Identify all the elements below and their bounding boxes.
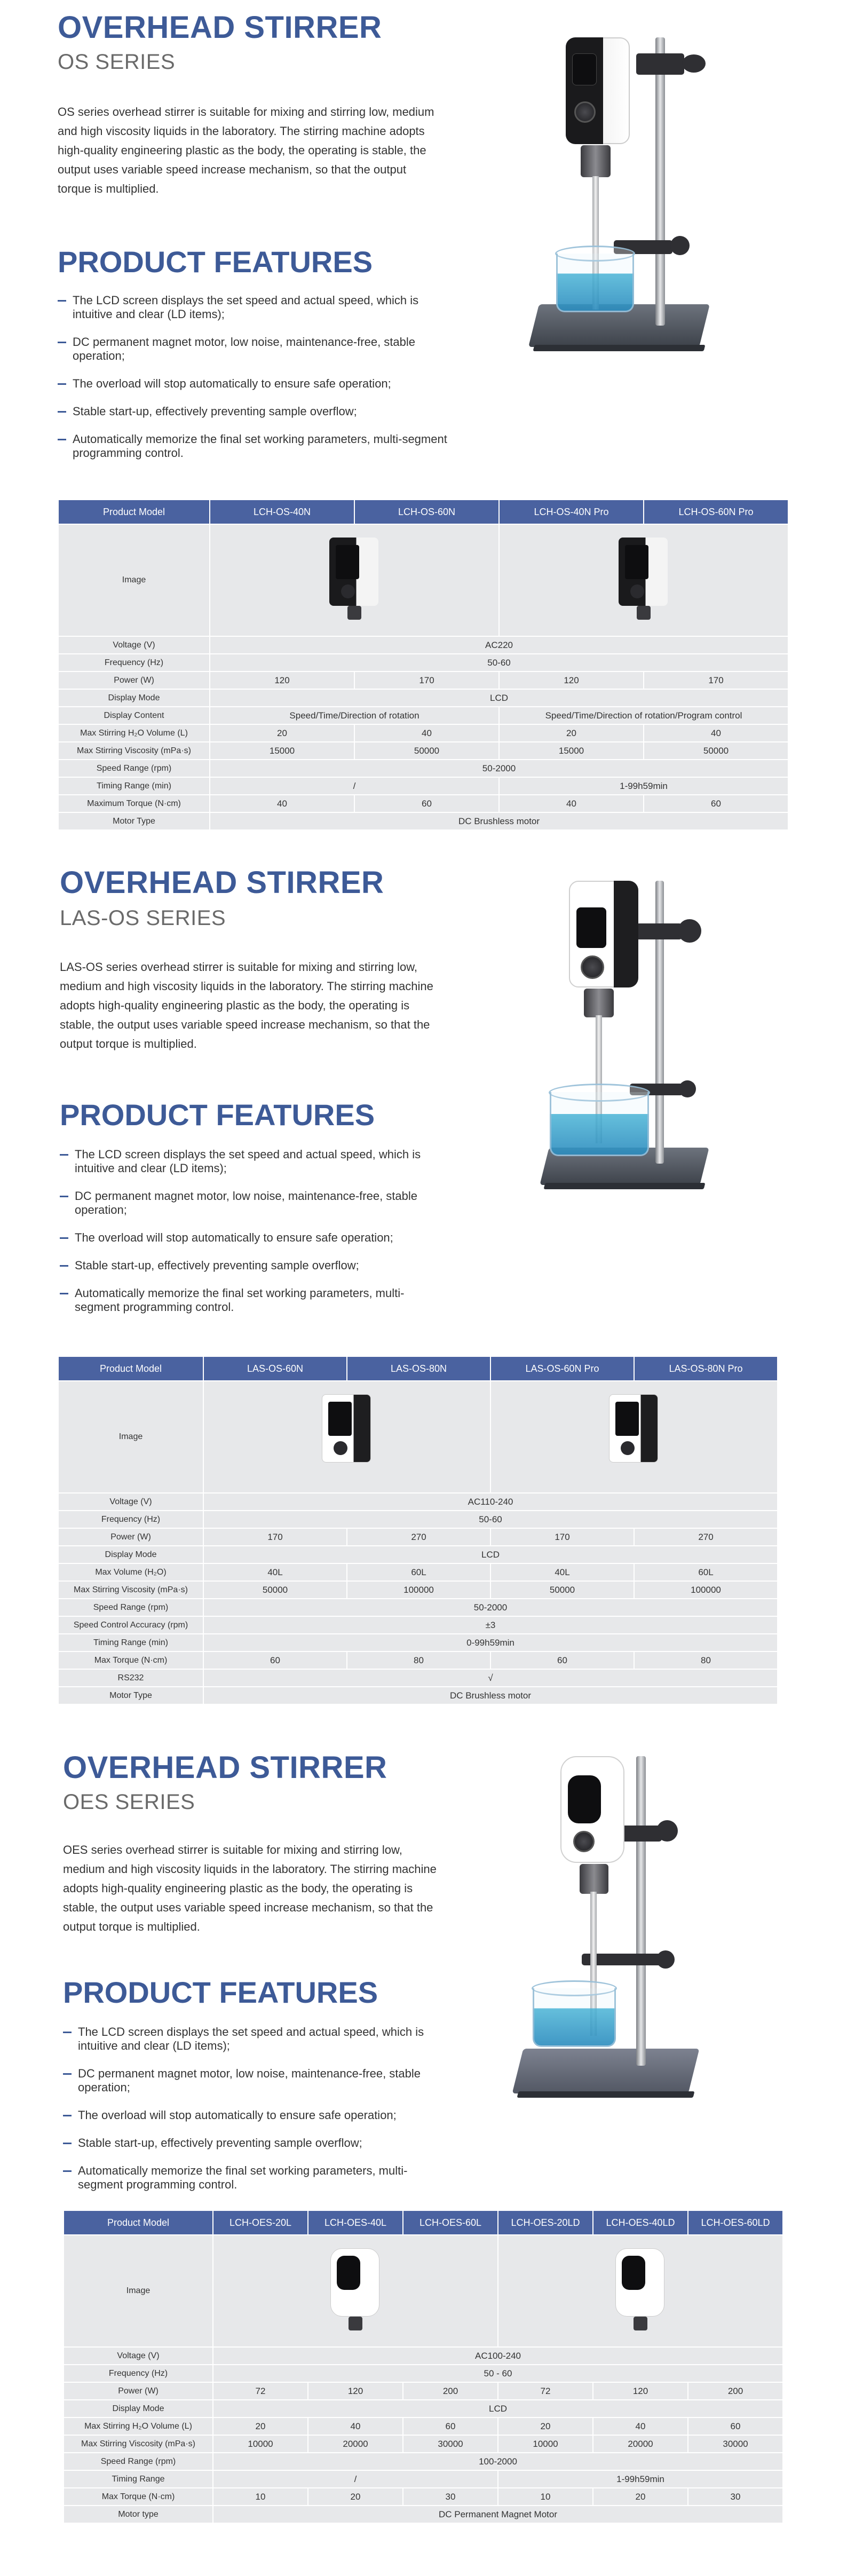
cell: 120 [210, 671, 354, 689]
cell: 10 [213, 2488, 308, 2506]
cell: 30 [688, 2488, 783, 2506]
cell: 10000 [498, 2435, 593, 2453]
cell: 72 [498, 2382, 593, 2400]
header-model: LCH-OES-60LD [688, 2210, 783, 2235]
cell: 1-99h59min [498, 2470, 783, 2488]
section-subtitle: OES SERIES [63, 1790, 195, 1814]
feature-item: Automatically memorize the final set working parameters, multi-segment programming control. [60, 1286, 444, 1314]
row-label: Max Stirring Viscosity (mPa·s) [58, 742, 210, 760]
row-label: Max Stirring Viscosity (mPa·s) [64, 2435, 213, 2453]
row-label: Speed Range (rpm) [58, 760, 210, 777]
product-thumbnail [213, 2235, 498, 2347]
feature-item: DC permanent magnet motor, low noise, maintenance-free, stable operation; [63, 2067, 447, 2095]
header-model: LCH-OES-40LD [593, 2210, 688, 2235]
cell: 20 [210, 724, 354, 742]
product-image-os [512, 21, 737, 363]
feature-item: DC permanent magnet motor, low noise, maintenance-free, stable operation; [58, 335, 453, 363]
cell: / [213, 2470, 498, 2488]
row-label: Timing Range [64, 2470, 213, 2488]
cell: Speed/Time/Direction of rotation/Program control [499, 707, 788, 724]
row-label: Max Torque (N·cm) [64, 2488, 213, 2506]
cell: 20 [213, 2417, 308, 2435]
row-label: Power (W) [58, 1528, 203, 1546]
row-label: Max Stirring Viscosity (mPa·s) [58, 1581, 203, 1599]
cell: LCD [213, 2400, 783, 2417]
cell: DC Brushless motor [203, 1687, 778, 1704]
row-label: Display Mode [64, 2400, 213, 2417]
cell: 40 [354, 724, 499, 742]
section-description: OS series overhead stirrer is suitable for mixing and stirring low, medium and high viscosity liquids in the laboratory. The stirring machine adopts high-quality engineering plastic as the body, the operating is stable, the output uses variable speed increase mechanism, so that the output torque is multiplied. [58, 105, 434, 195]
header-product-model: Product Model [64, 2210, 213, 2235]
feature-item: The LCD screen displays the set speed and actual speed, which is intuitive and clear (LD items); [58, 294, 453, 321]
cell: 60 [490, 1652, 634, 1669]
row-label: Max Stirring H₂O Volume (L) [58, 724, 210, 742]
stirrer-thumbnail-icon [606, 2248, 675, 2334]
cell: 120 [308, 2382, 403, 2400]
header-model: LAS-OS-80N [347, 1356, 490, 1381]
header-model: LCH-OES-60L [403, 2210, 498, 2235]
section-subtitle: LAS-OS SERIES [60, 906, 226, 930]
image-row-label: Image [64, 2235, 213, 2347]
cell: √ [203, 1669, 778, 1687]
row-label: Motor type [64, 2506, 213, 2523]
cell: 170 [644, 671, 788, 689]
row-label: Frequency (Hz) [64, 2365, 213, 2382]
cell: Speed/Time/Direction of rotation [210, 707, 499, 724]
cell: 100-2000 [213, 2453, 783, 2470]
cell: 40L [203, 1563, 347, 1581]
stirrer-thumbnail-icon [321, 2248, 390, 2334]
product-image-oes [502, 1745, 737, 2108]
features-list [60, 1148, 444, 1328]
section-subtitle: OS SERIES [58, 50, 176, 74]
cell: 20000 [308, 2435, 403, 2453]
cell: 270 [634, 1528, 778, 1546]
cell: 60 [203, 1652, 347, 1669]
cell: 40L [490, 1563, 634, 1581]
cell: 40 [644, 724, 788, 742]
cell: 270 [347, 1528, 490, 1546]
header-model: LCH-OES-40L [308, 2210, 403, 2235]
row-label: Max Volume (H₂O) [58, 1563, 203, 1581]
cell: 80 [634, 1652, 778, 1669]
product-image-las-os [523, 870, 737, 1201]
cell: 50-60 [203, 1511, 778, 1528]
row-label: Display Mode [58, 1546, 203, 1563]
cell: AC100-240 [213, 2347, 783, 2365]
cell: AC220 [210, 636, 788, 654]
cell: 100000 [347, 1581, 490, 1599]
cell: 10000 [213, 2435, 308, 2453]
spec-table-las-os [58, 1356, 778, 1705]
features-title: PRODUCT FEATURES [63, 1976, 378, 2009]
cell: 50000 [203, 1581, 347, 1599]
row-label: Voltage (V) [64, 2347, 213, 2365]
row-label: Timing Range (min) [58, 777, 210, 795]
cell: AC110-240 [203, 1493, 778, 1511]
cell: 80 [347, 1652, 490, 1669]
spec-table-os [58, 499, 789, 831]
cell: LCD [210, 689, 788, 707]
section-title: OVERHEAD STIRRER [58, 10, 382, 45]
cell: 40 [593, 2417, 688, 2435]
header-model: LCH-OS-60N Pro [644, 500, 788, 524]
cell: DC Permanent Magnet Motor [213, 2506, 783, 2523]
product-thumbnail [499, 524, 788, 636]
row-label: Speed Range (rpm) [58, 1599, 203, 1616]
cell: 20 [593, 2488, 688, 2506]
row-label: Frequency (Hz) [58, 1511, 203, 1528]
cell: 20 [498, 2417, 593, 2435]
cell: 15000 [210, 742, 354, 760]
cell: 72 [213, 2382, 308, 2400]
stirrer-thumbnail-icon [599, 1394, 669, 1480]
header-product-model: Product Model [58, 1356, 203, 1381]
row-label: Display Content [58, 707, 210, 724]
cell: 60 [688, 2417, 783, 2435]
cell: 50-60 [210, 654, 788, 671]
feature-item: The overload will stop automatically to ensure safe operation; [63, 2108, 447, 2122]
cell: 170 [203, 1528, 347, 1546]
row-label: Max Stirring H₂O Volume (L) [64, 2417, 213, 2435]
header-product-model: Product Model [58, 500, 210, 524]
product-thumbnail [210, 524, 499, 636]
header-model: LCH-OS-40N Pro [499, 500, 644, 524]
section-description: OES series overhead stirrer is suitable for mixing and stirring low, medium and high viscosity liquids in the laboratory. The stirring machine adopts high-quality engineering plastic as the body, the operating is stable, the output uses variable speed increase mechanism, so that the output torque is multiplied. [63, 1843, 437, 1933]
header-model: LAS-OS-60N [203, 1356, 347, 1381]
row-label: Power (W) [64, 2382, 213, 2400]
header-model: LCH-OS-40N [210, 500, 354, 524]
cell: 50-2000 [203, 1599, 778, 1616]
cell: 60 [403, 2417, 498, 2435]
cell: 60 [354, 795, 499, 812]
las-os-series-section [0, 859, 847, 1713]
cell: 40 [210, 795, 354, 812]
image-row-label: Image [58, 524, 210, 636]
row-label: Motor Type [58, 812, 210, 830]
row-label: Speed Range (rpm) [64, 2453, 213, 2470]
stirrer-thumbnail-icon [312, 1394, 382, 1480]
cell: / [210, 777, 499, 795]
product-thumbnail [203, 1381, 490, 1493]
row-label: Display Mode [58, 689, 210, 707]
header-model: LCH-OS-60N [354, 500, 499, 524]
row-label: Max Torque (N·cm) [58, 1652, 203, 1669]
cell: 60L [347, 1563, 490, 1581]
header-model: LCH-OES-20L [213, 2210, 308, 2235]
row-label: Voltage (V) [58, 636, 210, 654]
feature-item: The overload will stop automatically to ensure safe operation; [58, 377, 453, 391]
row-label: Motor Type [58, 1687, 203, 1704]
cell: DC Brushless motor [210, 812, 788, 830]
cell: 120 [593, 2382, 688, 2400]
cell: 200 [403, 2382, 498, 2400]
image-row-label: Image [58, 1381, 203, 1493]
row-label: Speed Control Accuracy (rpm) [58, 1616, 203, 1634]
row-label: Maximum Torque (N·cm) [58, 795, 210, 812]
cell: 60L [634, 1563, 778, 1581]
features-list [58, 294, 453, 474]
cell: 40 [308, 2417, 403, 2435]
feature-item: The LCD screen displays the set speed and actual speed, which is intuitive and clear (LD items); [60, 1148, 444, 1175]
os-series-section [0, 0, 847, 854]
cell: 50000 [490, 1581, 634, 1599]
row-label: RS232 [58, 1669, 203, 1687]
section-title: OVERHEAD STIRRER [60, 865, 384, 900]
cell: 20 [308, 2488, 403, 2506]
cell: 50 - 60 [213, 2365, 783, 2382]
row-label: Voltage (V) [58, 1493, 203, 1511]
feature-item: Stable start-up, effectively preventing sample overflow; [58, 405, 453, 418]
row-label: Timing Range (min) [58, 1634, 203, 1652]
feature-item: DC permanent magnet motor, low noise, maintenance-free, stable operation; [60, 1189, 444, 1217]
cell: 120 [499, 671, 644, 689]
cell: 60 [644, 795, 788, 812]
cell: LCD [203, 1546, 778, 1563]
cell: 1-99h59min [499, 777, 788, 795]
row-label: Power (W) [58, 671, 210, 689]
cell: 20 [499, 724, 644, 742]
cell: 100000 [634, 1581, 778, 1599]
header-model: LAS-OS-80N Pro [634, 1356, 778, 1381]
cell: 0-99h59min [203, 1634, 778, 1652]
cell: 50000 [644, 742, 788, 760]
spec-table-oes [63, 2210, 783, 2524]
cell: 20000 [593, 2435, 688, 2453]
feature-item: The overload will stop automatically to ensure safe operation; [60, 1231, 444, 1245]
feature-item: Automatically memorize the final set working parameters, multi-segment programming control. [63, 2164, 447, 2192]
cell: ±3 [203, 1616, 778, 1634]
cell: 30000 [688, 2435, 783, 2453]
feature-item: Stable start-up, effectively preventing sample overflow; [60, 1259, 444, 1273]
product-thumbnail [498, 2235, 783, 2347]
cell: 170 [354, 671, 499, 689]
stirrer-thumbnail-icon [609, 538, 678, 623]
header-model: LAS-OS-60N Pro [490, 1356, 634, 1381]
cell: 30 [403, 2488, 498, 2506]
stirrer-thumbnail-icon [320, 538, 389, 623]
cell: 10 [498, 2488, 593, 2506]
cell: 50-2000 [210, 760, 788, 777]
row-label: Frequency (Hz) [58, 654, 210, 671]
cell: 40 [499, 795, 644, 812]
cell: 15000 [499, 742, 644, 760]
oes-series-section [0, 1740, 847, 2576]
cell: 170 [490, 1528, 634, 1546]
cell: 200 [688, 2382, 783, 2400]
cell: 50000 [354, 742, 499, 760]
features-list [63, 2025, 447, 2206]
features-title: PRODUCT FEATURES [58, 245, 373, 279]
feature-item: The LCD screen displays the set speed and actual speed, which is intuitive and clear (LD items); [63, 2025, 447, 2053]
section-title: OVERHEAD STIRRER [63, 1750, 387, 1785]
feature-item: Stable start-up, effectively preventing sample overflow; [63, 2136, 447, 2150]
section-description: LAS-OS series overhead stirrer is suitable for mixing and stirring low, medium and high viscosity liquids in the laboratory. The stirring machine adopts high-quality engineering plastic as the body, the operating is stable, the output uses variable speed increase mechanism, so that the output torque is multiplied. [60, 960, 433, 1050]
header-model: LCH-OES-20LD [498, 2210, 593, 2235]
cell: 30000 [403, 2435, 498, 2453]
features-title: PRODUCT FEATURES [60, 1098, 375, 1132]
product-thumbnail [490, 1381, 778, 1493]
feature-item: Automatically memorize the final set working parameters, multi-segment programming control. [58, 432, 453, 460]
